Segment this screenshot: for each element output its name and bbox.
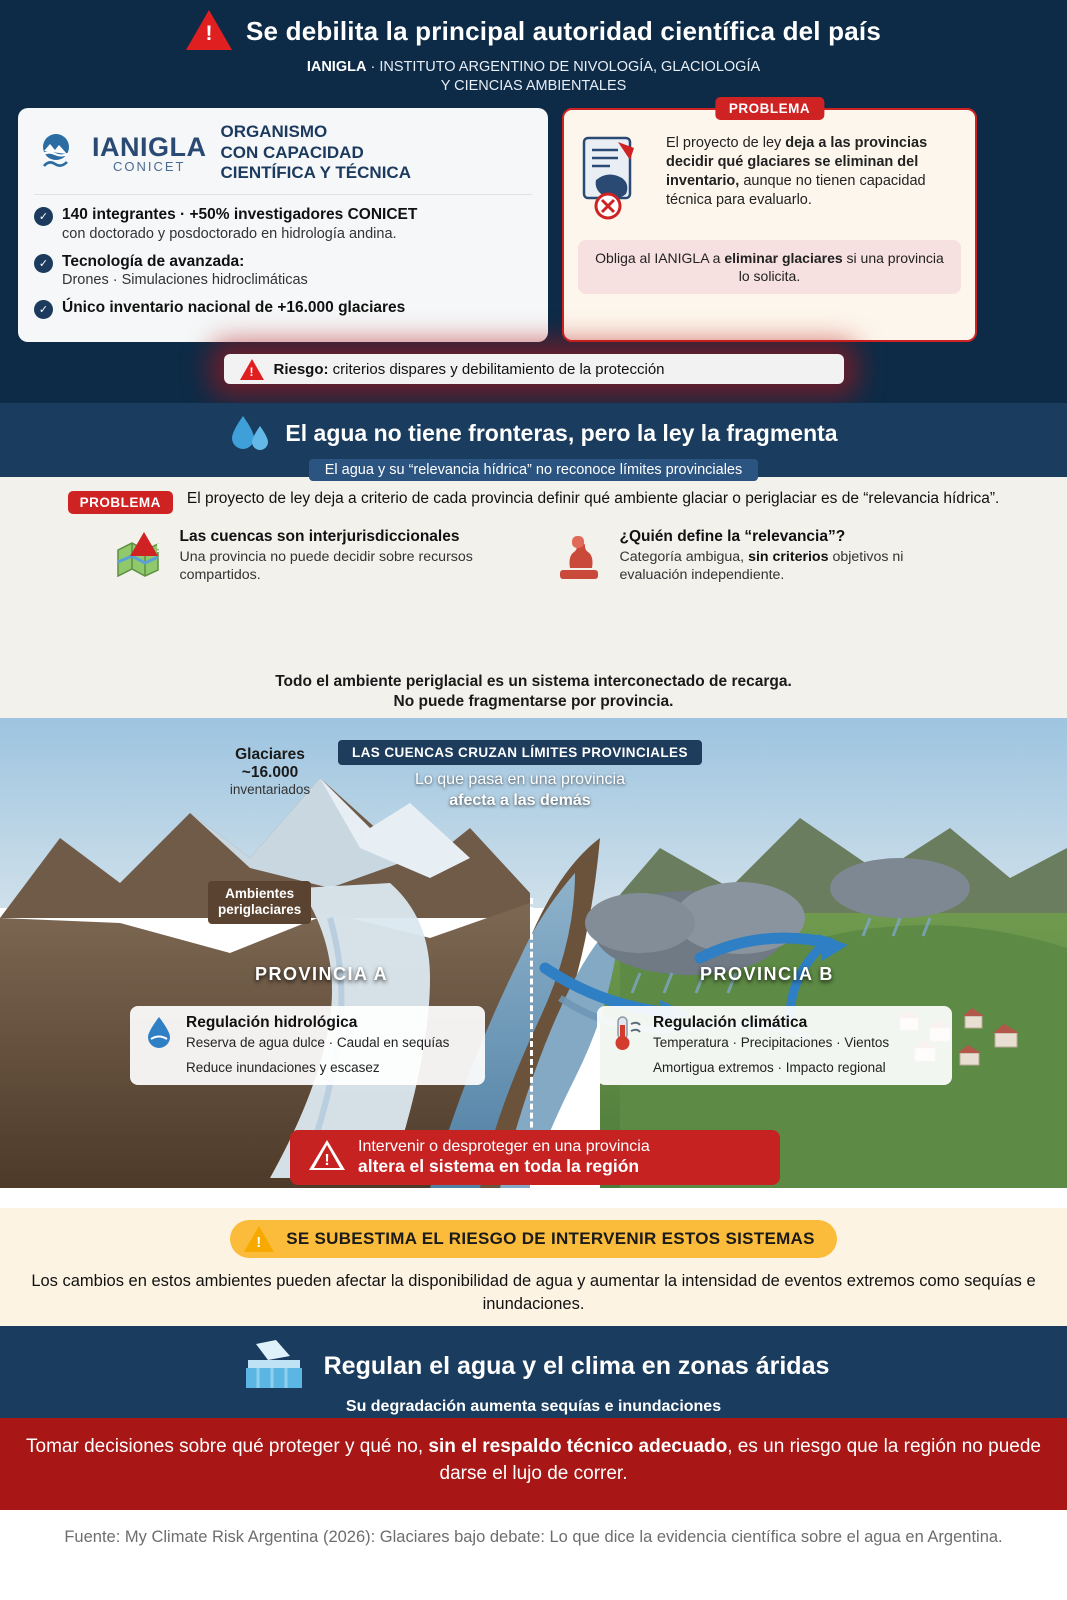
problem-note-bold: eliminar glaciares bbox=[724, 250, 843, 266]
page-title: Se debilita la principal autoridad científica del país bbox=[246, 15, 881, 46]
section-water-band bbox=[0, 403, 1067, 477]
risk-pill bbox=[230, 1220, 837, 1258]
map-warning-icon bbox=[114, 528, 170, 591]
risk-banner bbox=[224, 354, 844, 384]
card-b-line2: Amortigua extremos · Impacto regional bbox=[653, 1059, 886, 1075]
risk-description: Los cambios en estos ambientes pueden afectar la disponibilidad de agua y aumentar la intensidad de eventos extremos como sequías e inundaciones. bbox=[31, 1272, 1036, 1313]
risk-pill-label: SE SUBESTIMA EL RIESGO DE INTERVENIR ESTOS SISTEMAS bbox=[286, 1229, 815, 1249]
list-item bbox=[34, 298, 532, 319]
glaciares-label bbox=[200, 746, 340, 797]
banner-sub-line1: Lo que pasa en una provincia bbox=[415, 771, 625, 789]
landscape-illustration bbox=[0, 718, 1067, 1208]
problem-text-bold: deja a las provincias decidir qué glaciares se eliminan del inventario, bbox=[666, 135, 928, 190]
relevance-text-part1: Categoría ambigua, bbox=[619, 548, 749, 565]
card-regulacion-hidrologica bbox=[130, 1006, 485, 1084]
org-line-2: CON CAPACIDAD bbox=[220, 142, 364, 162]
basins-item bbox=[114, 528, 514, 591]
problem-text-part1: El proyecto de ley bbox=[666, 135, 786, 151]
glaciares-line2: ~16.000 bbox=[241, 764, 299, 782]
problem-note bbox=[578, 240, 961, 294]
card-b-title: Regulación climática bbox=[653, 1014, 808, 1032]
regulan-title: Regulan el agua y el clima en zonas áridas bbox=[323, 1351, 830, 1380]
problem-text: El proyecto de ley deja a criterio de cada provincia definir qué ambiente glaciar o periglaciar es de “relevancia hídrica”. bbox=[186, 490, 1000, 507]
stamp-icon bbox=[554, 528, 610, 591]
warning-triangle-icon bbox=[240, 359, 264, 380]
conicet-label: CONICET bbox=[113, 159, 186, 175]
check-icon: ✓ bbox=[34, 254, 53, 273]
risk-label: Riesgo: bbox=[273, 360, 329, 378]
glaciares-line1: Glaciares bbox=[235, 746, 305, 764]
closing-part1: Tomar decisiones sobre qué proteger y qué no, bbox=[26, 1436, 429, 1458]
org-line-1: ORGANISMO bbox=[220, 122, 328, 141]
water-drop-icon bbox=[229, 412, 273, 454]
org-capability-text bbox=[221, 122, 411, 184]
check-icon: ✓ bbox=[34, 300, 53, 319]
problem-badge: PROBLEMA bbox=[68, 491, 173, 514]
bullet-main: 140 integrantes · +50% investigadores CONICET bbox=[62, 206, 418, 224]
warning-triangle-icon bbox=[186, 10, 232, 52]
relevance-title: ¿Quién define la “relevancia”? bbox=[619, 528, 846, 545]
ianigla-logo-icon bbox=[34, 133, 78, 173]
card-regulacion-climatica bbox=[597, 1006, 952, 1084]
intervention-warning-bar bbox=[290, 1130, 780, 1185]
section-regulan bbox=[0, 1326, 1067, 1418]
provincia-a-label: PROVINCIA A bbox=[255, 964, 389, 985]
basins-title: Las cuencas son interjurisdiccionales bbox=[179, 528, 460, 545]
iceberg-icon bbox=[238, 1338, 308, 1394]
card-a-line1: Reserva de agua dulce · Caudal en sequías bbox=[186, 1035, 450, 1051]
warning-triangle-icon bbox=[308, 1138, 346, 1172]
closing-statement bbox=[0, 1418, 1067, 1510]
glaciares-line3: inventariados bbox=[229, 781, 311, 797]
interconnected-line2: No puede fragmentarse por provincia. bbox=[393, 693, 674, 711]
header-subtitle-strong: IANIGLA bbox=[306, 59, 367, 75]
card-a-line2: Reduce inundaciones y escasez bbox=[186, 1059, 380, 1075]
list-item bbox=[34, 205, 532, 243]
check-icon: ✓ bbox=[34, 207, 53, 226]
source-footer: Fuente: My Climate Risk Argentina (2026): Glaciares bajo debate: Lo que dice la evidencia científica sobre el agua en Argentina. bbox=[0, 1510, 1067, 1565]
ianigla-card bbox=[18, 108, 548, 342]
band-subtitle: El agua y su “relevancia hídrica” no reconoce límites provinciales bbox=[309, 459, 758, 481]
banner-sub-line2: afecta a las demás bbox=[449, 792, 591, 810]
problem-text-part2: aunque no tienen capacidad técnica para evaluarlo. bbox=[666, 173, 926, 209]
card-b-line1: Temperatura · Precipitaciones · Vientos bbox=[653, 1035, 890, 1051]
risk-text bbox=[274, 361, 665, 378]
header bbox=[0, 0, 1067, 98]
closing-part2: , es un riesgo que la región no puede darse el lujo de correr. bbox=[439, 1436, 1041, 1484]
header-subtitle-rest: · INSTITUTO ARGENTINO DE NIVOLOGÍA, GLACIOLOGÍA bbox=[366, 59, 761, 75]
org-line-3: CIENTÍFICA Y TÉCNICA bbox=[220, 163, 411, 183]
relevance-text bbox=[620, 549, 954, 585]
problem-note-part1: Obliga al IANIGLA a bbox=[595, 250, 725, 266]
header-subtitle bbox=[20, 58, 1047, 96]
intervention-line2: altera el sistema en toda la región bbox=[358, 1156, 640, 1177]
band-title: El agua no tiene fronteras, pero la ley la fragmenta bbox=[285, 419, 838, 446]
closing-bold: sin el respaldo técnico adecuado bbox=[428, 1436, 728, 1458]
interconnected-line1: Todo el ambiente periglacial es un sistema interconectado de recarga. bbox=[275, 673, 792, 690]
section-ianigla bbox=[0, 98, 1067, 403]
basins-banner: LAS CUENCAS CRUZAN LÍMITES PROVINCIALES bbox=[338, 740, 702, 765]
section-fragmentation bbox=[0, 477, 1067, 662]
basins-text: Una provincia no puede decidir sobre recursos compartidos. bbox=[179, 548, 473, 583]
ianigla-wordmark bbox=[92, 132, 207, 174]
header-title-row bbox=[20, 10, 1047, 52]
header-subtitle-line2: Y CIENCIAS AMBIENTALES bbox=[440, 77, 627, 94]
thermometer-icon bbox=[609, 1014, 643, 1052]
bullet-sub: Drones · Simulaciones hidroclimáticas bbox=[62, 272, 308, 289]
relevance-text-bold: sin criterios bbox=[748, 548, 829, 565]
intervention-line1: Intervenir o desproteger en una provincia bbox=[358, 1138, 650, 1156]
list-item bbox=[34, 252, 532, 290]
relevance-item bbox=[554, 528, 954, 591]
relevance-text-part2: objetivos ni evaluación independiente. bbox=[619, 548, 904, 583]
regulan-subtitle: Su degradación aumenta sequías e inundaciones bbox=[345, 1398, 722, 1416]
ianigla-bullet-list bbox=[34, 205, 532, 319]
periglaciares-label bbox=[208, 881, 311, 923]
document-removal-icon bbox=[578, 134, 656, 231]
problem-card bbox=[562, 101, 977, 342]
provincia-b-label: PROVINCIA B bbox=[700, 964, 834, 985]
interconnected-note bbox=[0, 662, 1067, 718]
section-underestimated-risk bbox=[0, 1208, 1067, 1326]
risk-description: criterios dispares y debilitamiento de la protección bbox=[328, 360, 665, 378]
periglaciares-line1: Ambientes bbox=[225, 886, 295, 902]
bullet-main: Tecnología de avanzada: bbox=[62, 252, 245, 270]
warning-triangle-icon bbox=[244, 1226, 274, 1252]
svg-text:!: ! bbox=[324, 1152, 330, 1170]
ianigla-name: IANIGLA bbox=[92, 132, 207, 163]
water-drop-icon bbox=[142, 1014, 176, 1048]
bullet-sub: con doctorado y posdoctorado en hidrología andina. bbox=[62, 225, 397, 242]
periglaciares-line2: periglaciares bbox=[218, 902, 302, 918]
problem-note-part2: si una provincia lo solicita. bbox=[738, 250, 944, 285]
bullet-main: Único inventario nacional de +16.000 glaciares bbox=[62, 299, 406, 317]
problem-text bbox=[666, 134, 961, 231]
basins-banner-sub bbox=[370, 770, 670, 812]
svg-text:!: ! bbox=[155, 541, 160, 555]
card-a-title: Regulación hidrológica bbox=[186, 1014, 358, 1032]
problem-badge: PROBLEMA bbox=[715, 97, 824, 120]
